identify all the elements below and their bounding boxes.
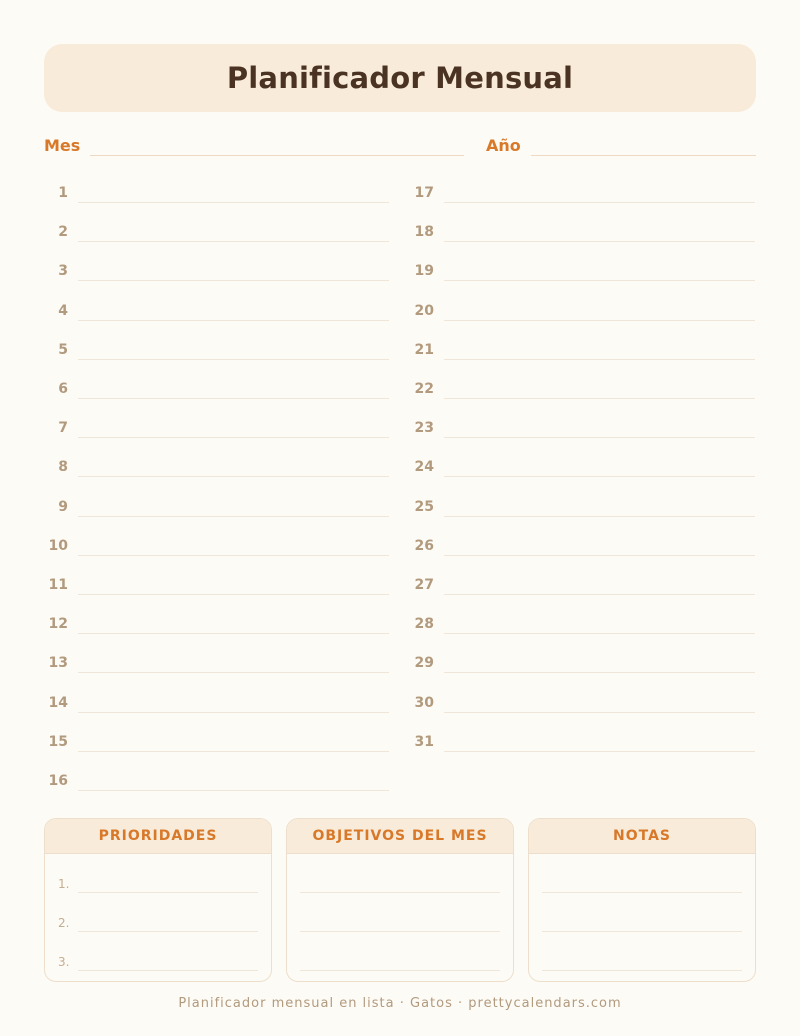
day-entry-line[interactable] xyxy=(444,516,755,517)
day-entry-line[interactable] xyxy=(78,359,389,360)
goals-title: OBJETIVOS DEL MES xyxy=(287,819,513,854)
day-number: 12 xyxy=(48,616,68,633)
day-number: 11 xyxy=(48,577,68,593)
day-number: 29 xyxy=(414,655,434,672)
year-input-line[interactable] xyxy=(531,155,756,156)
day-number: 26 xyxy=(414,537,434,554)
day-entry-line[interactable] xyxy=(444,241,755,242)
month-input-line[interactable] xyxy=(90,155,464,156)
title-banner xyxy=(44,44,756,112)
day-entry-line[interactable] xyxy=(78,712,389,713)
day-entry-line[interactable] xyxy=(78,672,389,673)
day-entry-line[interactable] xyxy=(444,633,755,634)
priority-number: 1. xyxy=(58,877,70,891)
day-entry-line[interactable] xyxy=(444,751,755,752)
goals-box xyxy=(286,818,514,982)
day-number: 23 xyxy=(414,420,434,437)
day-entry-line[interactable] xyxy=(78,202,389,203)
day-number: 18 xyxy=(414,224,434,241)
day-number: 24 xyxy=(414,459,434,476)
day-number: 27 xyxy=(414,577,434,593)
day-entry-line[interactable] xyxy=(78,516,389,517)
day-entry-line[interactable] xyxy=(78,555,389,556)
day-number: 8 xyxy=(58,459,68,476)
day-number: 31 xyxy=(414,733,434,750)
goal-line[interactable] xyxy=(300,970,500,971)
day-number: 25 xyxy=(414,498,434,515)
page-title: Planificador Mensual xyxy=(226,61,574,95)
priorities-box xyxy=(44,818,272,982)
notes-box xyxy=(528,818,756,982)
day-number: 2 xyxy=(58,224,68,241)
day-entry-line[interactable] xyxy=(78,476,389,477)
priorities-title: PRIORIDADES xyxy=(45,819,271,854)
day-number: 21 xyxy=(414,341,434,358)
day-entry-line[interactable] xyxy=(444,555,755,556)
footer-credit: Planificador mensual en lista · Gatos · prettycalendars.com xyxy=(178,996,622,1011)
day-number: 3 xyxy=(58,263,68,280)
day-entry-line[interactable] xyxy=(444,359,755,360)
day-number: 4 xyxy=(58,302,68,319)
priority-line[interactable] xyxy=(78,931,258,932)
day-number: 1 xyxy=(58,185,68,201)
note-line[interactable] xyxy=(542,892,742,893)
goal-line[interactable] xyxy=(300,892,500,893)
day-entry-line[interactable] xyxy=(444,672,755,673)
day-number: 7 xyxy=(58,420,68,437)
day-entry-line[interactable] xyxy=(444,712,755,713)
day-number: 6 xyxy=(58,381,68,397)
day-number: 10 xyxy=(48,537,68,554)
day-number: 22 xyxy=(414,381,434,397)
priority-number: 2. xyxy=(58,916,70,930)
day-entry-line[interactable] xyxy=(78,320,389,321)
note-line[interactable] xyxy=(542,970,742,971)
priority-number: 3. xyxy=(58,955,70,969)
day-number: 28 xyxy=(414,616,434,633)
day-entry-line[interactable] xyxy=(78,633,389,634)
day-entry-line[interactable] xyxy=(78,241,389,242)
day-number: 30 xyxy=(414,694,434,711)
day-number: 15 xyxy=(48,733,68,750)
day-entry-line[interactable] xyxy=(444,320,755,321)
day-entry-line[interactable] xyxy=(78,280,389,281)
day-number: 9 xyxy=(58,498,68,515)
day-entry-line[interactable] xyxy=(444,476,755,477)
day-number: 16 xyxy=(48,773,68,789)
day-number: 17 xyxy=(414,185,434,201)
month-label: Mes xyxy=(44,136,81,155)
day-entry-line[interactable] xyxy=(444,280,755,281)
day-entry-line[interactable] xyxy=(444,398,755,399)
day-number: 20 xyxy=(414,302,434,319)
notes-title: NOTAS xyxy=(529,819,755,854)
day-number: 14 xyxy=(48,694,68,711)
day-entry-line[interactable] xyxy=(444,437,755,438)
priority-line[interactable] xyxy=(78,970,258,971)
day-entry-line[interactable] xyxy=(444,594,755,595)
note-line[interactable] xyxy=(542,931,742,932)
day-entry-line[interactable] xyxy=(78,437,389,438)
day-entry-line[interactable] xyxy=(444,202,755,203)
day-entry-line[interactable] xyxy=(78,398,389,399)
day-number: 19 xyxy=(414,263,434,280)
day-entry-line[interactable] xyxy=(78,751,389,752)
day-number: 5 xyxy=(58,341,68,358)
day-number: 13 xyxy=(48,655,68,672)
priority-line[interactable] xyxy=(78,892,258,893)
goal-line[interactable] xyxy=(300,931,500,932)
day-entry-line[interactable] xyxy=(78,790,389,791)
day-entry-line[interactable] xyxy=(78,594,389,595)
year-label: Año xyxy=(486,136,521,155)
